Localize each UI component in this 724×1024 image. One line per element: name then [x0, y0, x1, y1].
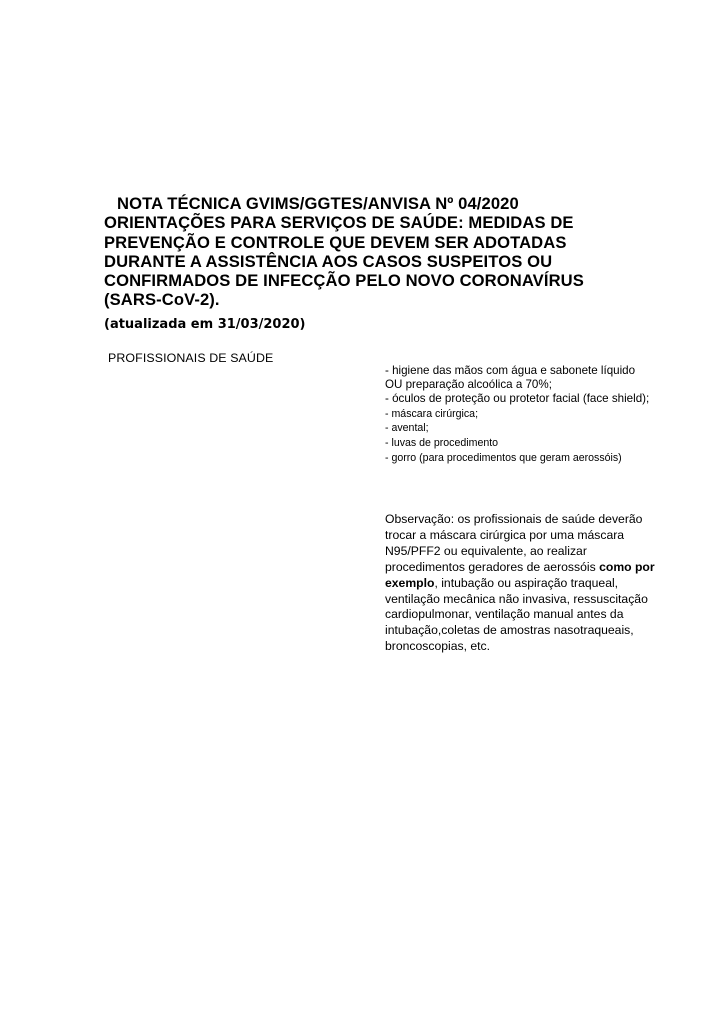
title-line: (SARS-CoV-2).: [104, 290, 220, 310]
list-item: - avental;: [385, 422, 429, 435]
observation-paragraph: [385, 512, 657, 655]
observation-emphasis: como por exemplo: [385, 559, 655, 590]
observation-text-continued: , intubação ou aspiração traqueal, ventilação mecânica não invasiva, ressuscitação cardiopulmonar, ventilação manual antes da intubação,coletas de amostras nasotraqueais, broncoscopias, etc.: [385, 575, 648, 654]
list-item: - luvas de procedimento: [385, 437, 499, 450]
list-item: - gorro (para procedimentos que geram aerossóis): [385, 451, 622, 464]
document-title: [104, 194, 624, 310]
title-line: ORIENTAÇÕES PARA SERVIÇOS DE SAÚDE: MEDIDAS DE: [104, 213, 574, 233]
list-item: - higiene das mãos com água e sabonete líquido OU preparação alcoólica a 70%;: [385, 364, 636, 392]
observation-text: Observação: os profissionais de saúde deverão trocar a máscara cirúrgica por uma máscara N95/PFF2 ou equivalente, ao realizar procedimentos geradores de aerossóis: [385, 512, 643, 574]
ppe-list: [385, 364, 655, 465]
title-line: DURANTE A ASSISTÊNCIA AOS CASOS SUSPEITOS OU: [104, 251, 553, 271]
update-date: (atualizada em 31/03/2020): [104, 317, 306, 332]
section-label-health-professionals: PROFISSIONAIS DE SAÚDE: [108, 351, 274, 365]
title-line: PREVENÇÃO E CONTROLE QUE DEVEM SER ADOTADAS: [104, 232, 567, 252]
list-item: - máscara cirúrgica;: [385, 407, 479, 420]
title-line: CONFIRMADOS DE INFECÇÃO PELO NOVO CORONAVÍRUS: [104, 271, 584, 291]
list-item: - óculos de proteção ou protetor facial (face shield);: [385, 392, 650, 406]
title-line: NOTA TÉCNICA GVIMS/GGTES/ANVISA Nº 04/2020: [117, 194, 519, 213]
